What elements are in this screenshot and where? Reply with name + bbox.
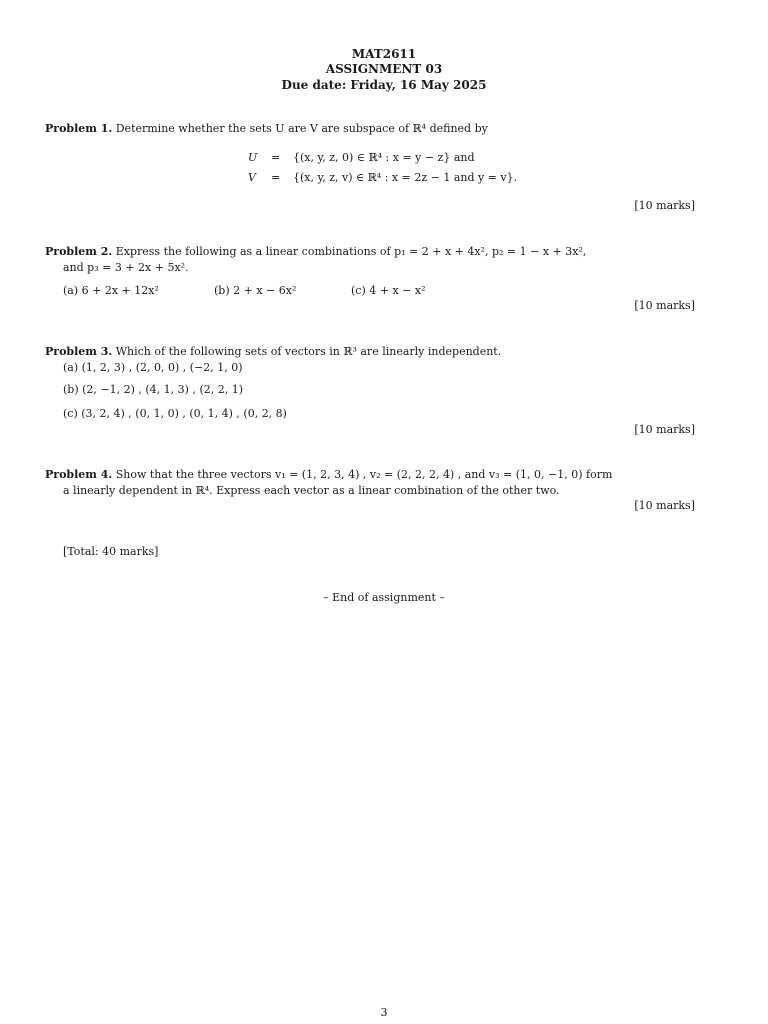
course-code: MAT2611 — [351, 47, 417, 61]
problem-1-text: Determine whether the sets U are V are subspace of ℝ⁴ defined by — [115, 122, 488, 135]
problem-1-label: Problem 1. — [45, 122, 113, 135]
eq2-rhs: {(x, y, z, v) ∈ ℝ⁴ : x = 2z − 1 and y = v}. — [293, 171, 518, 184]
end-of-assignment: – End of assignment – — [323, 591, 445, 604]
problem-2 — [45, 245, 586, 258]
problem-1-marks: [10 marks] — [634, 199, 695, 212]
problem-1 — [45, 122, 488, 135]
eq2-lhs: V — [248, 171, 256, 184]
eq1-rhs: {(x, y, z, 0) ∈ ℝ⁴ : x = y − z} and — [293, 151, 475, 164]
problem-1-equation-u — [0, 151, 768, 167]
problem-3-part-b: (b) (2, −1, 2) , (4, 1, 3) , (2, 2, 1) — [63, 383, 244, 396]
problem-2-part-b: (b) 2 + x − 6x² — [214, 284, 297, 297]
problem-2-text-line2: and p₃ = 3 + 2x + 5x². — [63, 261, 189, 274]
eq2-rel: = — [271, 171, 281, 184]
eq1-lhs: U — [248, 151, 258, 164]
problem-2-part-c: (c) 4 + x − x² — [351, 284, 426, 297]
problem-3-part-a: (a) (1, 2, 3) , (2, 0, 0) , (−2, 1, 0) — [63, 361, 243, 374]
problem-3-part-c: (c) (3, 2, 4) , (0, 1, 0) , (0, 1, 4) , (0, 2, 8) — [63, 407, 287, 420]
problem-4-marks: [10 marks] — [634, 499, 695, 512]
problem-4-text-line1: Show that the three vectors v₁ = (1, 2, 3, 4) , v₂ = (2, 2, 2, 4) , and v₃ = (1, 0, −1, 0) form — [115, 468, 613, 481]
assignment-title: ASSIGNMENT 03 — [325, 62, 443, 76]
problem-2-label: Problem 2. — [45, 245, 113, 258]
problem-3-text: Which of the following sets of vectors in ℝ³ are linearly independent. — [115, 345, 502, 358]
problem-3-marks: [10 marks] — [634, 423, 695, 436]
problem-2-marks: [10 marks] — [634, 299, 695, 312]
total-marks: [Total: 40 marks] — [63, 545, 159, 558]
page-number: 3 — [380, 1006, 388, 1019]
eq1-rel: = — [271, 151, 281, 164]
due-date: Due date: Friday, 16 May 2025 — [281, 78, 487, 92]
problem-1-equation-v — [0, 171, 768, 187]
problem-3-label: Problem 3. — [45, 345, 113, 358]
problem-2-text-line1: Express the following as a linear combinations of p₁ = 2 + x + 4x², p₂ = 1 − x + 3x², — [115, 245, 587, 258]
problem-4-text-line2: a linearly dependent in ℝ⁴. Express each vector as a linear combination of the other two. — [63, 484, 560, 497]
problem-4-label: Problem 4. — [45, 468, 113, 481]
problem-4 — [45, 468, 612, 481]
problem-2-part-a: (a) 6 + 2x + 12x² — [63, 284, 159, 297]
problem-3 — [45, 345, 501, 358]
